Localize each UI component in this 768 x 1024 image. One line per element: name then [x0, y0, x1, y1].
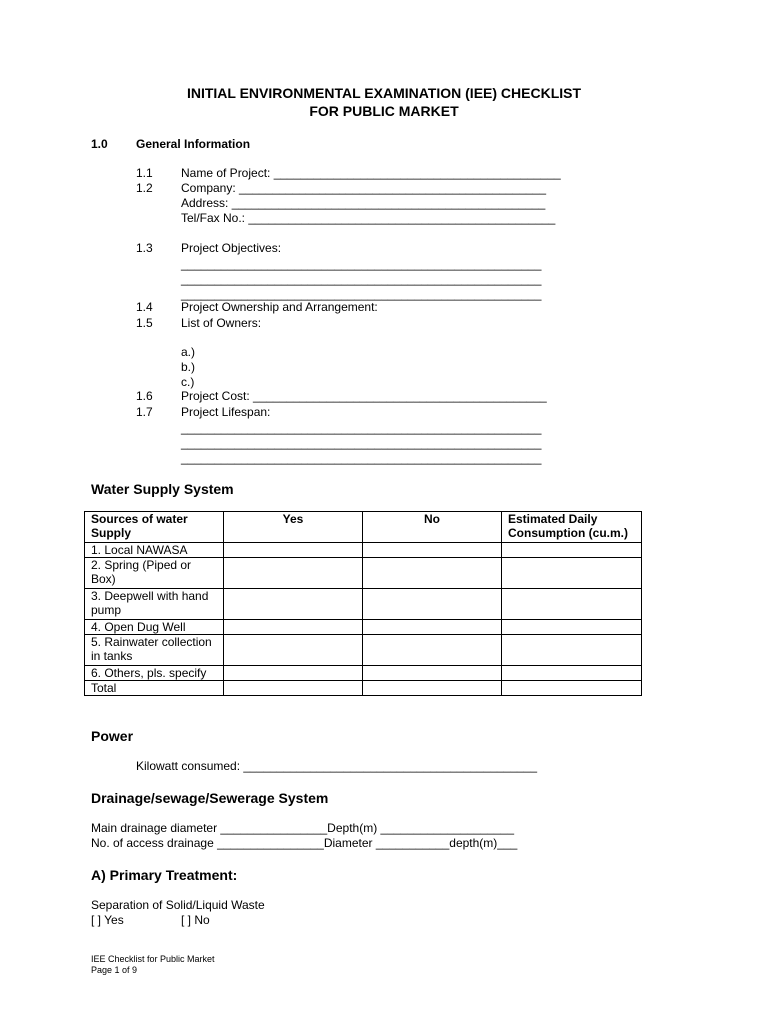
consumption-cell[interactable]: [502, 635, 642, 666]
document-title-line1: INITIAL ENVIRONMENTAL EXAMINATION (IEE) CHECKLIST: [186, 85, 582, 101]
column-header-no: No: [363, 512, 502, 543]
no-cell[interactable]: [363, 681, 502, 696]
yes-cell[interactable]: [224, 620, 363, 635]
main-drainage-field: Main drainage diameter ________________Depth(m) ____________________: [91, 821, 515, 835]
row-label: 5. Rainwater collection in tanks: [85, 635, 224, 666]
project-cost-field: Project Cost: ____________________________________________: [181, 389, 547, 403]
footer-page-number: Page 1 of 9: [91, 965, 138, 975]
section-heading-drainage: Drainage/sewage/Sewerage System: [91, 790, 329, 806]
blank-line: ______________________________________________________: [181, 421, 542, 435]
item-number: 1.3: [136, 241, 153, 255]
owner-a: a.): [181, 345, 196, 359]
section-heading-general: General Information: [136, 137, 251, 151]
column-header-sources: Sources of water Supply: [85, 512, 224, 543]
separation-label: Separation of Solid/Liquid Waste: [91, 898, 265, 912]
yes-cell[interactable]: [224, 666, 363, 681]
yes-cell[interactable]: [224, 589, 363, 620]
water-supply-table: [84, 511, 642, 696]
owner-c: c.): [181, 375, 195, 389]
kilowatt-field: Kilowatt consumed: ____________________________________________: [136, 759, 538, 773]
row-label: 4. Open Dug Well: [85, 620, 224, 635]
consumption-cell[interactable]: [502, 666, 642, 681]
table-row: [85, 558, 642, 589]
access-drainage-field: No. of access drainage ________________Diameter ___________depth(m)___: [91, 836, 518, 850]
no-cell[interactable]: [363, 666, 502, 681]
row-label: 3. Deepwell with hand pump: [85, 589, 224, 620]
no-cell[interactable]: [363, 635, 502, 666]
no-cell[interactable]: [363, 558, 502, 589]
project-lifespan-label: Project Lifespan:: [181, 405, 271, 419]
row-label: 2. Spring (Piped or Box): [85, 558, 224, 589]
table-row: [85, 589, 642, 620]
row-label: 1. Local NAWASA: [85, 543, 224, 558]
no-cell[interactable]: [363, 543, 502, 558]
section-heading-primary-treatment: A) Primary Treatment:: [91, 867, 238, 883]
yes-cell[interactable]: [224, 681, 363, 696]
item-number: 1.7: [136, 405, 153, 419]
footer-document-name: IEE Checklist for Public Market: [91, 954, 215, 964]
blank-line: ______________________________________________________: [181, 287, 542, 301]
table-row-total: [85, 681, 642, 696]
column-header-yes: Yes: [224, 512, 363, 543]
consumption-cell[interactable]: [502, 543, 642, 558]
section-number-general: 1.0: [91, 137, 108, 151]
table-row: [85, 620, 642, 635]
yes-cell[interactable]: [224, 635, 363, 666]
document-title-line2: FOR PUBLIC MARKET: [309, 103, 459, 119]
section-heading-water-supply: Water Supply System: [91, 481, 234, 497]
yes-cell[interactable]: [224, 543, 363, 558]
section-heading-power: Power: [91, 728, 134, 744]
item-number: 1.6: [136, 389, 153, 403]
item-number: 1.1: [136, 166, 153, 180]
row-label: 6. Others, pls. specify: [85, 666, 224, 681]
address-field: Address: _______________________________________________: [181, 196, 546, 210]
consumption-cell[interactable]: [502, 589, 642, 620]
company-field: Company: ______________________________________________: [181, 181, 547, 195]
item-number: 1.4: [136, 300, 153, 314]
item-number: 1.5: [136, 316, 153, 330]
table-row: [85, 666, 642, 681]
row-label: Total: [85, 681, 224, 696]
no-cell[interactable]: [363, 589, 502, 620]
no-cell[interactable]: [363, 620, 502, 635]
blank-line: ______________________________________________________: [181, 451, 542, 465]
consumption-cell[interactable]: [502, 558, 642, 589]
name-of-project-field: Name of Project: ___________________________________________: [181, 166, 561, 180]
yes-checkbox[interactable]: [ ] Yes: [91, 913, 124, 927]
column-header-consumption: Estimated Daily Consumption (cu.m.): [502, 512, 642, 543]
project-objectives-label: Project Objectives:: [181, 241, 282, 255]
owner-b: b.): [181, 360, 196, 374]
no-checkbox[interactable]: [ ] No: [181, 913, 210, 927]
consumption-cell[interactable]: [502, 620, 642, 635]
consumption-cell[interactable]: [502, 681, 642, 696]
table-header-row: [85, 512, 642, 543]
list-of-owners-label: List of Owners:: [181, 316, 262, 330]
project-ownership-label: Project Ownership and Arrangement:: [181, 300, 378, 314]
table-row: [85, 543, 642, 558]
blank-line: ______________________________________________________: [181, 257, 542, 271]
table-row: [85, 635, 642, 666]
tel-fax-field: Tel/Fax No.: ______________________________________________: [181, 211, 556, 225]
blank-line: ______________________________________________________: [181, 272, 542, 286]
item-number: 1.2: [136, 181, 153, 195]
blank-line: ______________________________________________________: [181, 436, 542, 450]
yes-cell[interactable]: [224, 558, 363, 589]
